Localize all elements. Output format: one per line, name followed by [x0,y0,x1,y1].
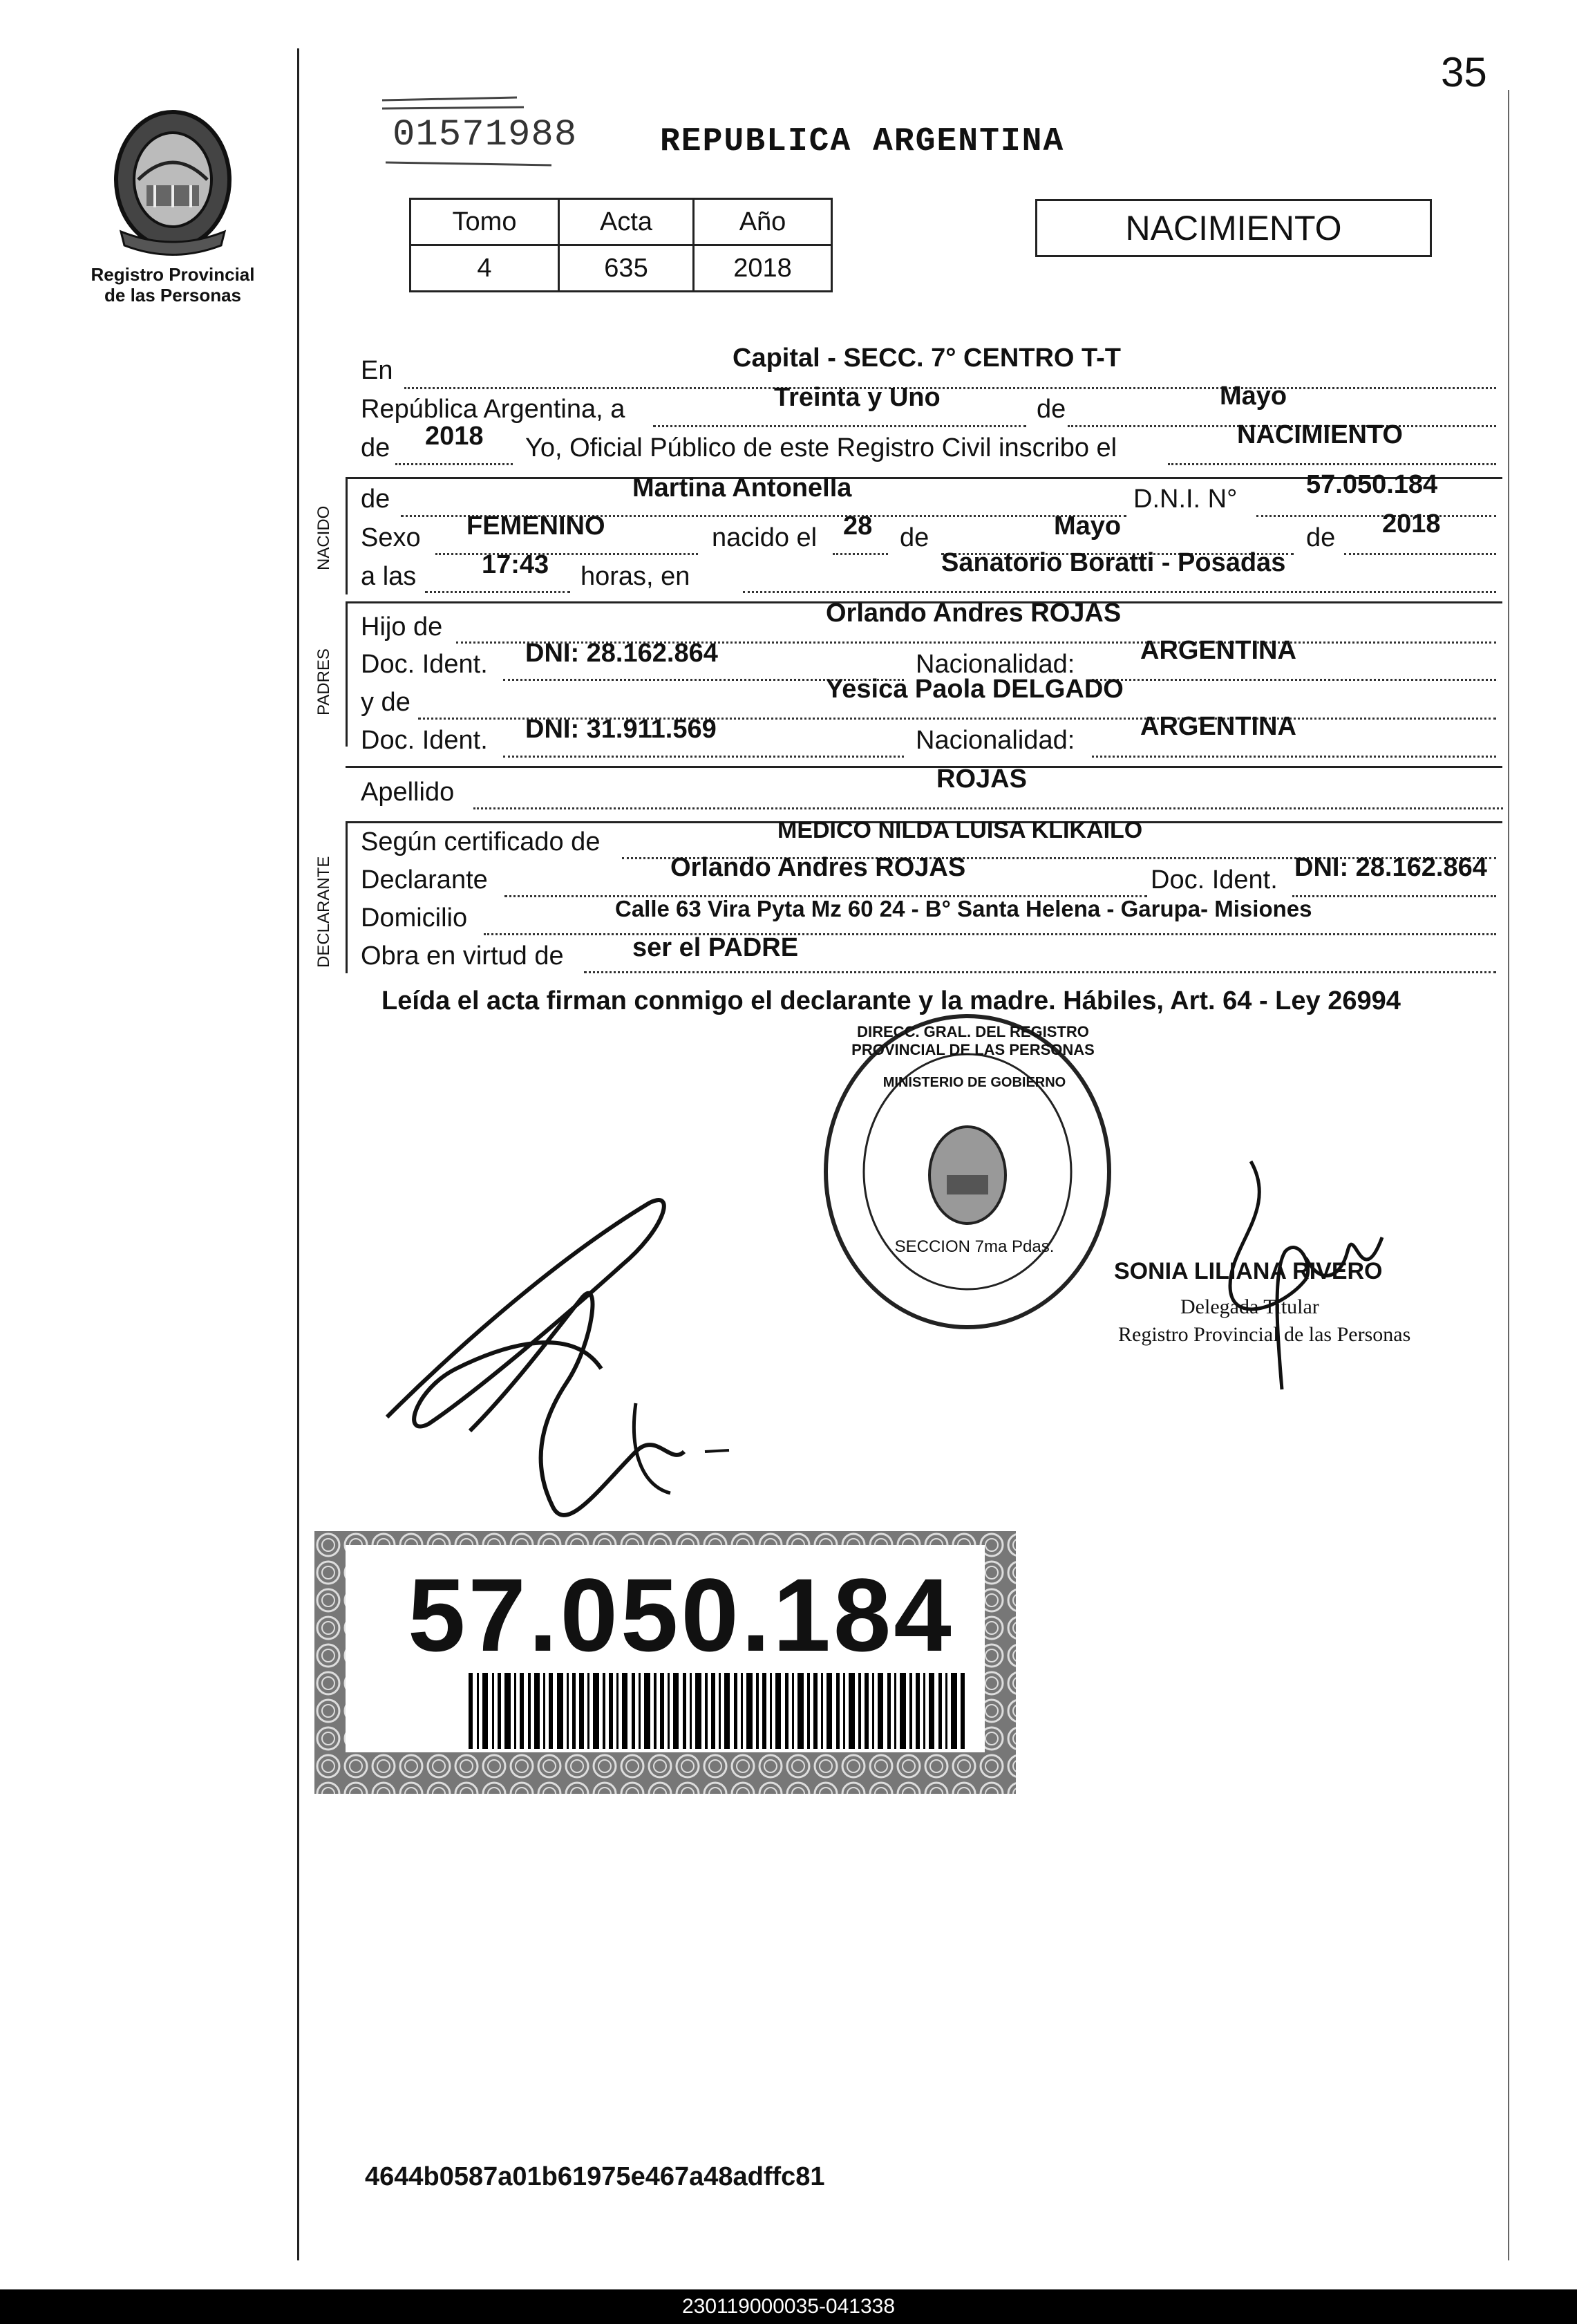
logo-caption [69,264,276,306]
hora-dots [425,591,570,593]
declarante-bracket [346,821,348,973]
decl-doc-value: DNI: 28.162.864 [1294,853,1487,882]
value-anio: 2018 [694,245,832,292]
obra-dots [584,971,1496,973]
lugar-dots [743,591,1496,593]
value-acta: 635 [559,245,694,292]
official-role: Delegada Titular [1180,1295,1319,1318]
anio-dots [395,463,513,465]
nacido-el-label: nacido el [712,523,818,552]
footer-code: 230119000035-041338 [0,2289,1577,2324]
nacido-anio: 2018 [1382,509,1441,538]
nacido-section-label: NACIDO [314,505,333,570]
padre-nombre: Orlando Andres ROJAS [826,599,1122,628]
dia-value: Treinta y Uno [774,383,941,412]
padre-doc: DNI: 28.162.864 [525,639,718,668]
anio-value: 2018 [425,422,484,451]
right-margin-rule [1508,90,1509,2260]
legal-text: Leída el acta firman conmigo el declarante y la madre. Hábiles, Art. 64 - Ley 26994 [381,986,1401,1015]
declarant-signature [373,1161,733,1548]
dia-nac-dots [833,553,888,555]
mes-value: Mayo [1220,382,1287,411]
official-registry: Registro Provincial de las Personas [1118,1323,1411,1346]
dni-barcode [469,1673,966,1749]
declarante-value: Orlando Andres ROJAS [670,853,966,882]
padres-section-label: PADRES [314,648,333,715]
apellido-value: ROJAS [936,765,1027,794]
madre-nac-dots [1092,756,1496,758]
horas-label: horas, en [580,562,690,591]
padre-nac-label: Nacionalidad: [916,650,1075,679]
logo-caption-line2: de las Personas [104,285,241,306]
nacido-de3-label: de [1306,523,1336,552]
sexo-dots [435,553,698,555]
table-header-row [410,199,832,245]
value-tomo: 4 [410,245,559,292]
document-hash: 4644b0587a01b61975e467a48adffc81 [365,2162,825,2191]
official-name: SONIA LILIANA RIVERO [1114,1258,1383,1284]
nacido-bracket [346,477,348,594]
de-label: de [1037,395,1066,424]
declarante-section-label: DECLARANTE [314,856,333,968]
nacido-dni: 57.050.184 [1306,470,1438,499]
country-title: REPUBLICA ARGENTINA [660,123,1065,160]
cert-label: Según certificado de [361,827,601,856]
serial-number: 01571988 [393,114,578,156]
nacido-de-label: de [361,485,390,514]
page-number: 35 [1441,49,1487,95]
republica-label: República Argentina, a [361,395,625,424]
stamp-inner-text: MINISTERIO DE GOBIERNO [882,1075,1066,1090]
domicilio-label: Domicilio [361,903,468,933]
provincial-seal-logo [104,104,242,263]
nacido-dia: 28 [843,512,873,541]
apellido-label: Apellido [361,778,455,807]
domicilio-value: Calle 63 Vira Pyta Mz 60 24 - B° Santa Helena - Garupa- Misiones [615,896,1312,921]
decl-doc-label: Doc. Ident. [1151,865,1278,894]
act-type-box: NACIMIENTO [1035,199,1432,257]
madre-doc-dots [503,756,904,758]
table-value-row [410,245,832,292]
cert-value: MEDICO NILDA LUISA KLIKAILO [777,817,1143,843]
dni-sticker-number: 57.050.184 [408,1557,954,1673]
madre-nombre: Yesica Paola DELGADO [826,675,1124,704]
header-acta: Acta [559,199,694,245]
yo-label: Yo, Oficial Público de este Registro Civil inscribo el [525,433,1117,462]
de2-label: de [361,433,390,462]
nacido-sexo: FEMENINO [466,512,605,541]
nacido-mes: Mayo [1054,512,1122,541]
obra-label: Obra en virtud de [361,941,564,971]
header-tomo: Tomo [410,199,559,245]
dni-dots [1256,515,1496,517]
nacido-lugar: Sanatorio Boratti - Posadas [941,548,1286,577]
obra-value: ser el PADRE [632,933,799,962]
declarante-label: Declarante [361,865,488,894]
inscribo-value: NACIMIENTO [1237,420,1403,449]
en-value: Capital - SECC. 7° CENTRO T-T [733,344,1122,373]
dni-label: D.N.I. N° [1133,485,1238,514]
header-anio: Año [694,199,832,245]
left-margin-rule [297,48,299,2260]
stamp-section-text: SECCION 7ma Pdas. [894,1237,1055,1256]
hijo-label: Hijo de [361,612,443,641]
nacido-hora: 17:43 [482,550,549,579]
madre-nacionalidad: ARGENTINA [1140,712,1296,741]
apellido-top-rule [346,766,1502,768]
nacido-de2-label: de [900,523,929,552]
madre-doc: DNI: 31.911.569 [525,715,717,744]
padre-doc-label: Doc. Ident. [361,650,488,679]
en-dots [404,387,1496,389]
padres-bracket [346,601,348,747]
en-label: En [361,356,393,385]
inscribo-dots [1168,463,1496,465]
yde-label: y de [361,688,410,717]
stamp-outer-text: DIRECC. GRAL. DEL REGISTRO PROVINCIAL DE LAS PERSONAS [851,1023,1095,1058]
decl-doc-dots [1292,895,1496,897]
alas-label: a las [361,562,417,591]
padre-nacionalidad: ARGENTINA [1140,636,1296,665]
padre-nac-dots [1092,679,1496,681]
anio-nac-dots [1344,553,1496,555]
apellido-dots [473,807,1503,809]
madre-doc-label: Doc. Ident. [361,726,488,755]
tomo-acta-anio-table [409,198,833,292]
nacido-nombre: Martina Antonella [632,474,852,503]
madre-nac-label: Nacionalidad: [916,726,1075,755]
sexo-label: Sexo [361,523,421,552]
dia-dots [653,425,1026,427]
logo-caption-line1: Registro Provincial [91,264,255,285]
